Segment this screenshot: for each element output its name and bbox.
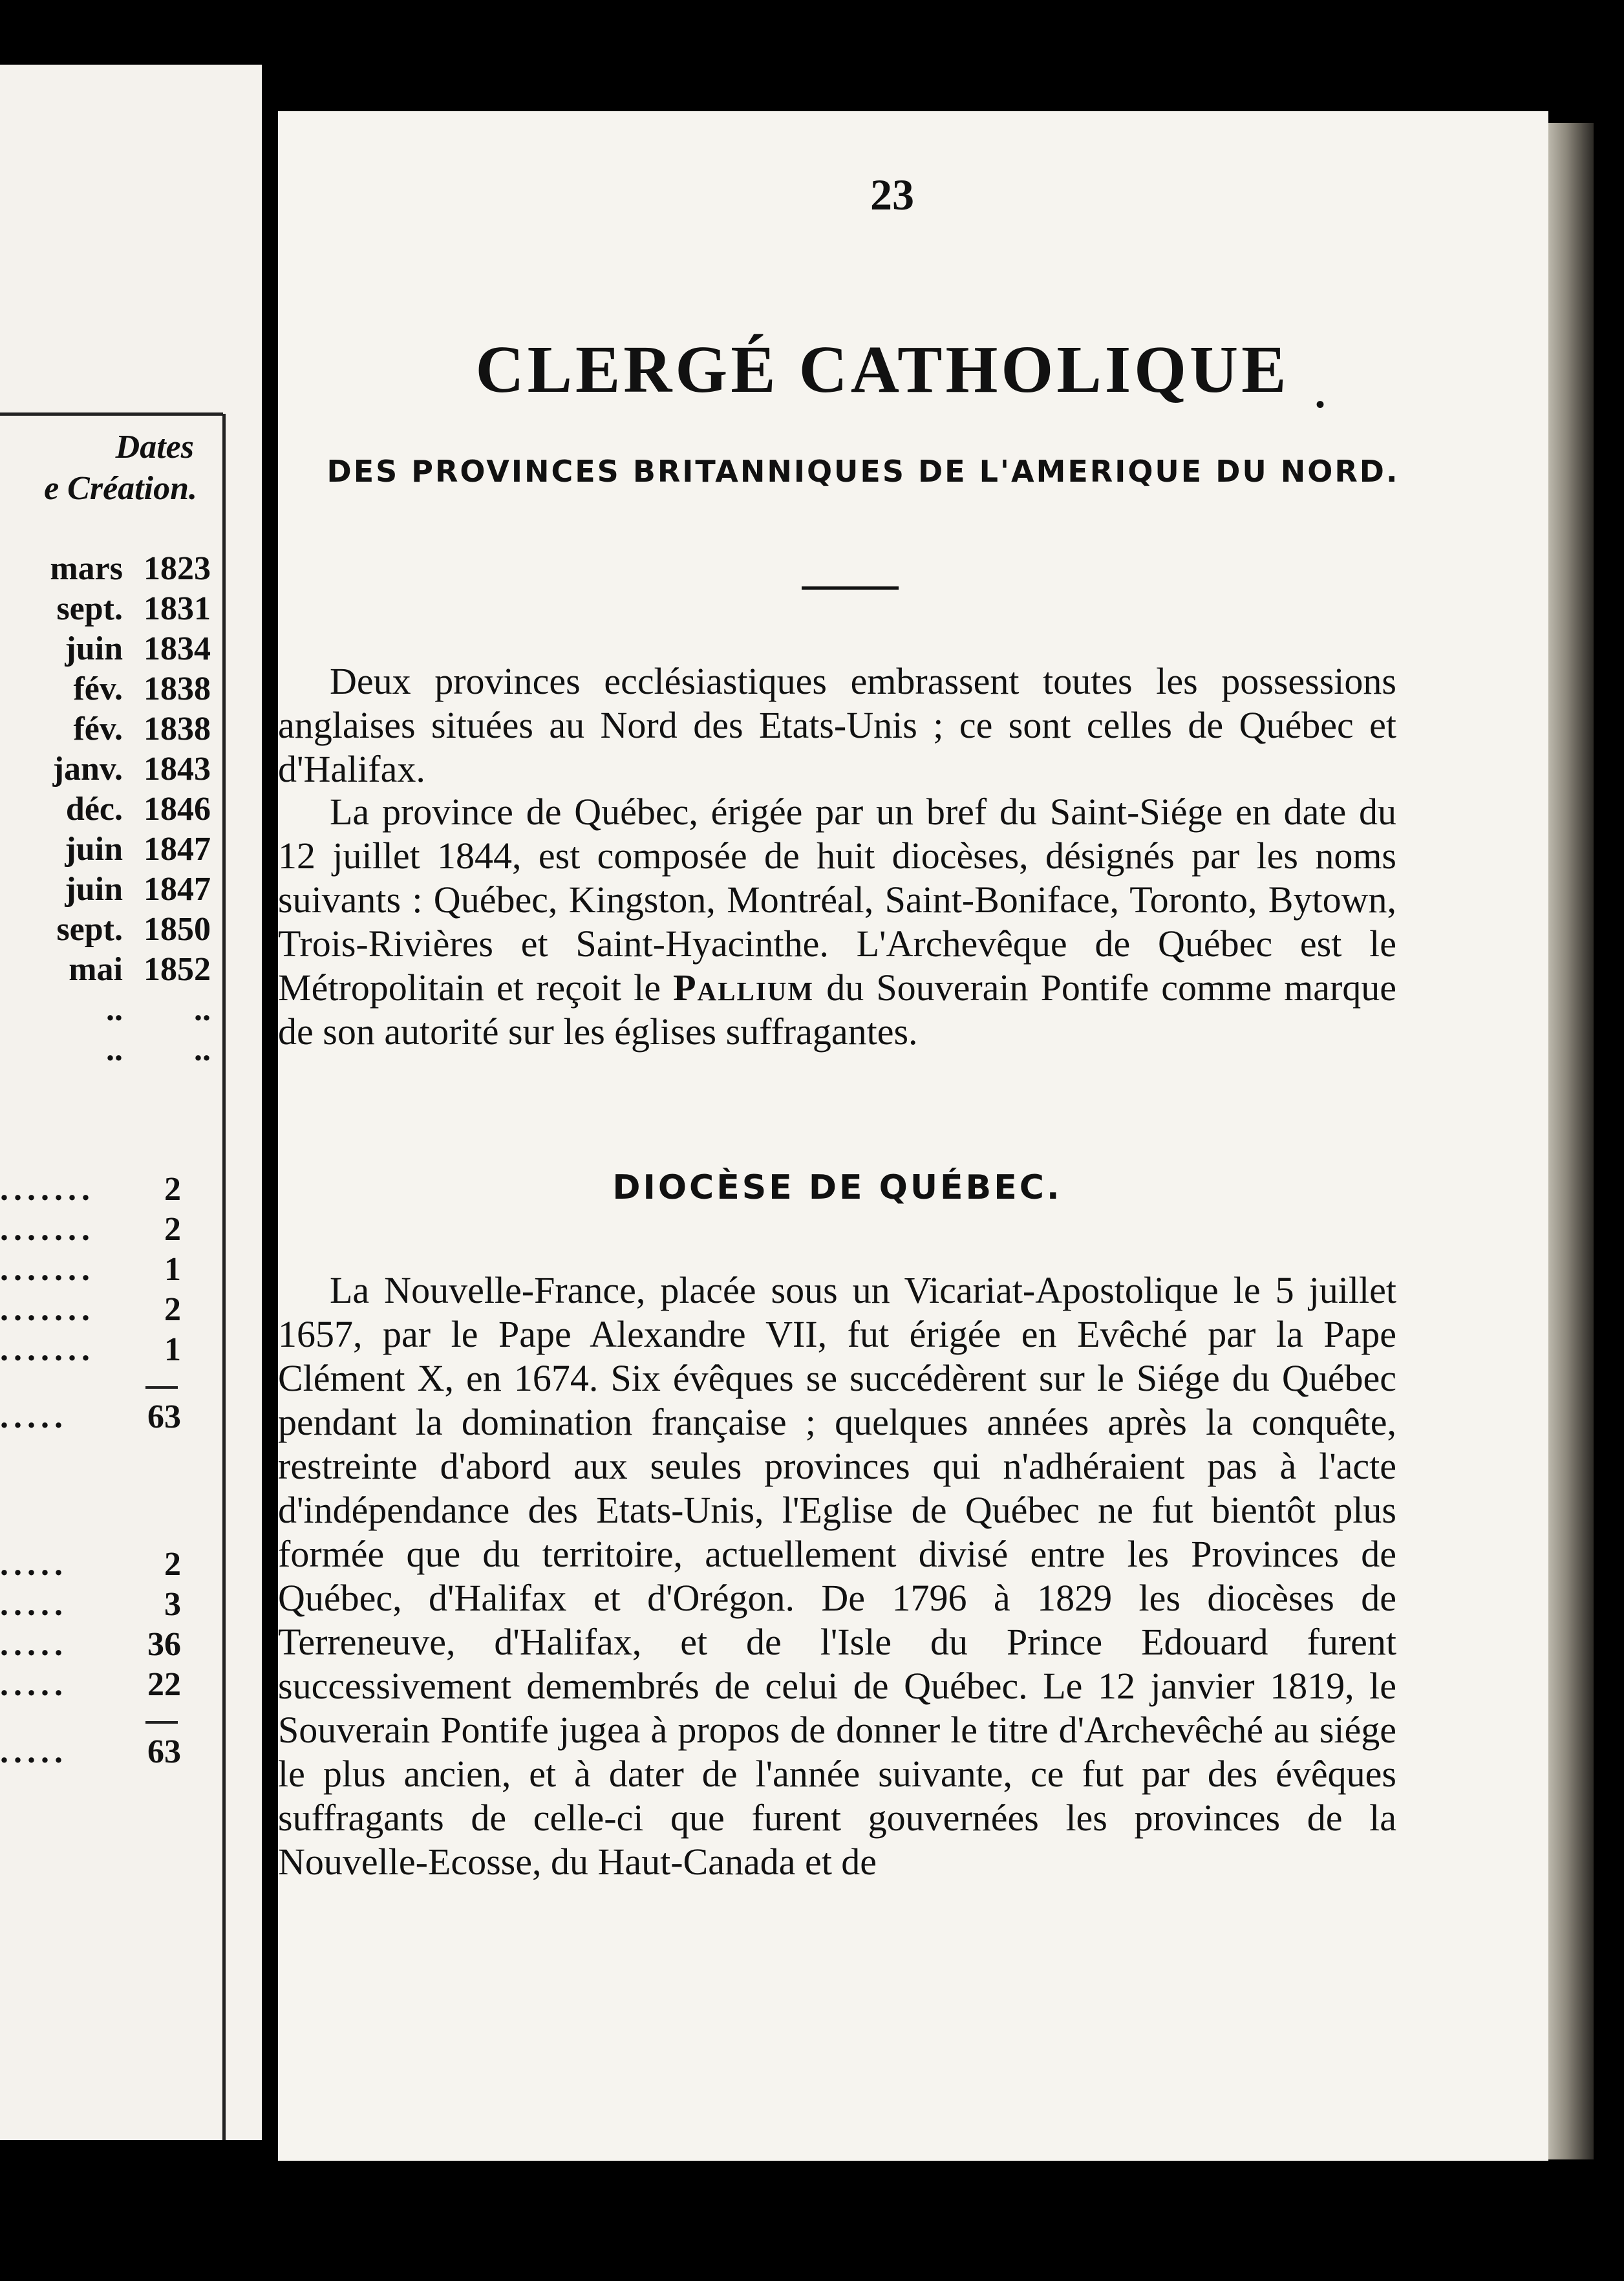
- left-page-fragment: Dates e Création. mars 1823 sept. 1831 juin 1834 fév. 1838 fév. 1838 janv. 1843 déc. 1846 juin 1847 juin 1847 sept. 1850 mai 1852 .. .. .. .. ....... 2 ....... 2 ....... 1 ....... 2 ....... 1 ..... 63 ..... 2 ..... 3 ..... 36 ..... 22 ..... 63: [0, 65, 262, 2140]
- left-dates-header: Dates: [115, 429, 194, 466]
- date-row: déc. 1846: [65, 791, 211, 828]
- date-row: sept. 1850: [56, 911, 211, 948]
- page-subtitle: DES PROVINCES BRITANNIQUES DE L'AMERIQUE DU NORD.: [326, 454, 1400, 489]
- paragraph-intro: Deux provinces ecclésiastiques embrassent toutes les possessions anglaises situées au Nord des Etats-Unis ; ce sont celles de Québec et d'Halifax.: [278, 660, 1396, 790]
- left-creation-header: e Création.: [44, 470, 197, 507]
- left-header-rule: [0, 412, 223, 416]
- paragraph-province: La province de Québec, érigée par un bref du Saint-Siége en date du 12 juillet 1844, est composée de huit diocèses, désignés par les noms suivants : Québec, Kingston, Montréal, Saint-Boniface, Toronto, Bytown, Trois-Rivières et Saint-Hyacinthe. L'Archevêque de Québec est le Métropolitain et reçoit le Pallium du Souverain Pontife comme marque de son autorité sur les églises suffragantes.: [278, 791, 1396, 1053]
- pallium-word: Pallium: [673, 967, 815, 1009]
- date-row: janv. 1843: [52, 751, 211, 787]
- title-rule: [802, 586, 899, 590]
- gutter-line: [266, 26, 270, 2159]
- paragraph-diocese: La Nouvelle-France, placée sous un Vicariat-Apostolique le 5 juillet 1657, par le Pape Alexandre VII, fut érigée en Evêché par la Pape Clément X, en 1674. Six évêques se succédèrent sur le Siége du Québec pendant la domination française ; quelques années après la conquête, restreinte d'abord aux seules provinces qui n'adhéraient pas à l'acte d'indépendance des Etats-Unis, l'Eglise de Québec ne fut bientôt plus formée que du territoire, actuellement divisé entre les Provinces de Québec, d'Halifax et d'Orégon. De 1796 à 1829 les diocèses de Terreneuve, d'Halifax, et de l'Isle du Prince Edouard furent successivement demembrés de celui de Québec. Le 12 janvier 1819, le Souverain Pontife jugea à propos de donner le titre d'Archevêché au siége le plus ancien, et à dater de l'année suivante, ce fut par des évêques suffragants de celle-ci que furent gouvernées les provinces de la Nouvelle-Ecosse, du Haut-Canada et de: [278, 1269, 1396, 1883]
- date-row: .. ..: [106, 1031, 211, 1068]
- date-row: sept. 1831: [56, 590, 211, 627]
- page-edge: [1548, 123, 1594, 2159]
- date-row: mai 1852: [69, 951, 211, 988]
- title-bullet: •: [1316, 390, 1325, 419]
- page-number: 23: [870, 170, 914, 219]
- total-rule: [145, 1721, 178, 1724]
- section-heading: DIOCÈSE DE QUÉBEC.: [612, 1168, 1062, 1207]
- left-column-rule: [222, 414, 226, 2140]
- date-row: fév. 1838: [73, 711, 211, 747]
- right-page: [278, 111, 1548, 2161]
- date-row: juin 1847: [65, 831, 211, 868]
- total-rule: [145, 1386, 178, 1389]
- date-row: .. ..: [106, 991, 211, 1028]
- date-row: fév. 1838: [73, 670, 211, 707]
- date-row: mars 1823: [50, 550, 211, 587]
- date-row: juin 1834: [65, 630, 211, 667]
- date-row: juin 1847: [65, 871, 211, 908]
- left-dates-list: [0, 550, 213, 1071]
- page-title: CLERGÉ CATHOLIQUE: [475, 332, 1290, 407]
